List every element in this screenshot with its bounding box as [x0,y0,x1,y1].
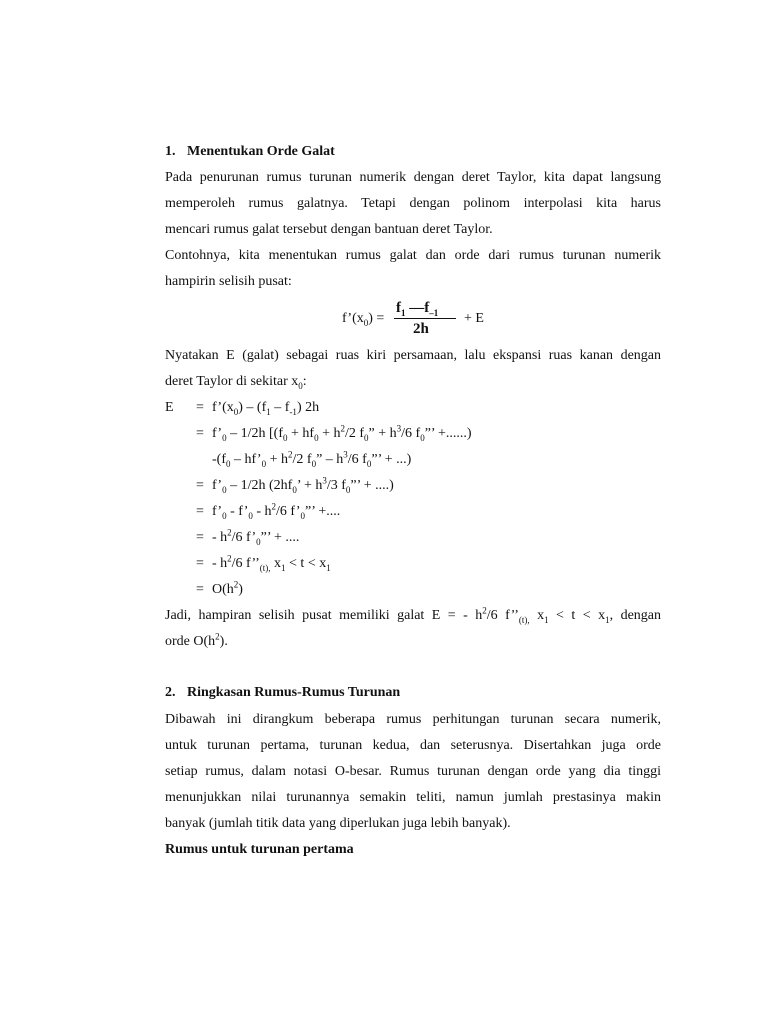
para2-line1: Contohnya, kita menentukan rumus galat dan orde dari rumus turunan numerik [165,248,661,263]
section2-line2: untuk turunan pertama, turunan kedua, dan seterusnya. Disertahkan juga orde [165,738,661,753]
derivation-row-8 [0,581,768,599]
formula-numerator: $f_1$ $—f_{-1}$ [396,300,439,318]
derivation-row-5 [0,503,768,521]
para1-line1: Pada penurunan rumus turunan numerik dengan deret Taylor, kita dapat langsung [165,170,661,185]
equals-sign: = [196,426,204,441]
equals-sign: = [196,582,204,597]
derivation-expr-8: $O(h^2)$ [212,579,243,597]
derivation-row-1 [0,399,768,417]
equals-sign: = [196,478,204,493]
section2-title: Ringkasan Rumus-Rumus Turunan [187,685,401,700]
equals-sign: = [196,530,204,545]
derivation-row-6 [0,529,768,547]
first-derivative-subheading: Rumus untuk turunan pertama [165,842,354,857]
fraction-bar [394,318,456,319]
error-symbol: E [165,400,174,415]
derivation-row-7 [0,555,768,573]
derivation-expr-6: - $h^2/6$ $f’_0$”’ + .... [212,527,300,547]
derivation-row-4 [0,477,768,495]
derivation-expr-7: - $h^2/6$ $f’’_{(t),}$ $x_1 < t < x_1$ [212,553,331,573]
formula-denominator: 2h [413,321,429,337]
para3-line1: Nyatakan E (galat) sebagai ruas kiri persamaan, lalu ekspansi ruas kanan dengan [165,348,661,363]
section1-heading [165,143,335,161]
para4-line1: Jadi, hampiran selisih pusat memiliki galat E = - $h^2/6$ $f’’_{(t),}$ $x_1 < t < x_1$, dengan [165,605,661,625]
formula-rhs: + E [464,311,484,326]
derivation-expr-4: $f’_0 - 1/2h$ ($2hf_0$’ + $h^3/3$ $f_0$”’ + ....) [212,475,394,495]
section1-number: 1. [165,144,176,159]
para2-line2: hampirin selisih pusat: [165,274,292,289]
section2-line3: setiap rumus, dalam notasi O-besar. Rumus turunan dengan orde yang dia tinggi [165,764,661,779]
section2-line1: Dibawah ini dirangkum beberapa rumus perhitungan turunan secara numerik, [165,712,661,727]
equals-sign: = [196,556,204,571]
derivation-row-3 [0,451,768,469]
section1-title: Menentukan Orde Galat [187,144,335,159]
section2-heading [165,684,400,702]
formula-lhs: $f’(x_0)$ = [342,311,385,328]
section2-line5: banyak (jumlah titik data yang diperlukan juga lebih banyak). [165,816,511,831]
para4-line2: orde $O(h^2)$. [165,631,228,649]
equals-sign: = [196,400,204,415]
derivation-row-2 [0,425,768,443]
para3-line2: deret Taylor di sekitar $x_0$: [165,374,307,391]
para1-line3: mencari rumus galat tersebut dengan bantuan deret Taylor. [165,222,493,237]
section2-number: 2. [165,685,176,700]
derivation-expr-1: $f’(x_0) - (f_1 - f_{-1})$ 2h [212,400,320,417]
derivation-expr-3: $-(f_0$ – $hf’_0 + h^2/2$ $f_0$” – $h^3/6$ $f_0$”’ + ...) [212,449,412,469]
section2-line4: menunjukkan nilai turunannya semakin teliti, namun jumlah prestasinya makin [165,790,661,805]
equals-sign: = [196,504,204,519]
derivation-expr-5: $f’_0$ - $f’_0 - h^2/6$ $f’_0$”’ +.... [212,501,341,521]
derivation-expr-2: $f’_0 - 1/2h$ [($f_0 + hf_0 + h^2/2$ $f_0$” + $h^3/6$ $f_0$”’ +......) [212,423,472,443]
para1-line2: memperoleh rumus galatnya. Tetapi dengan polinom interpolasi kita harus [165,196,661,211]
